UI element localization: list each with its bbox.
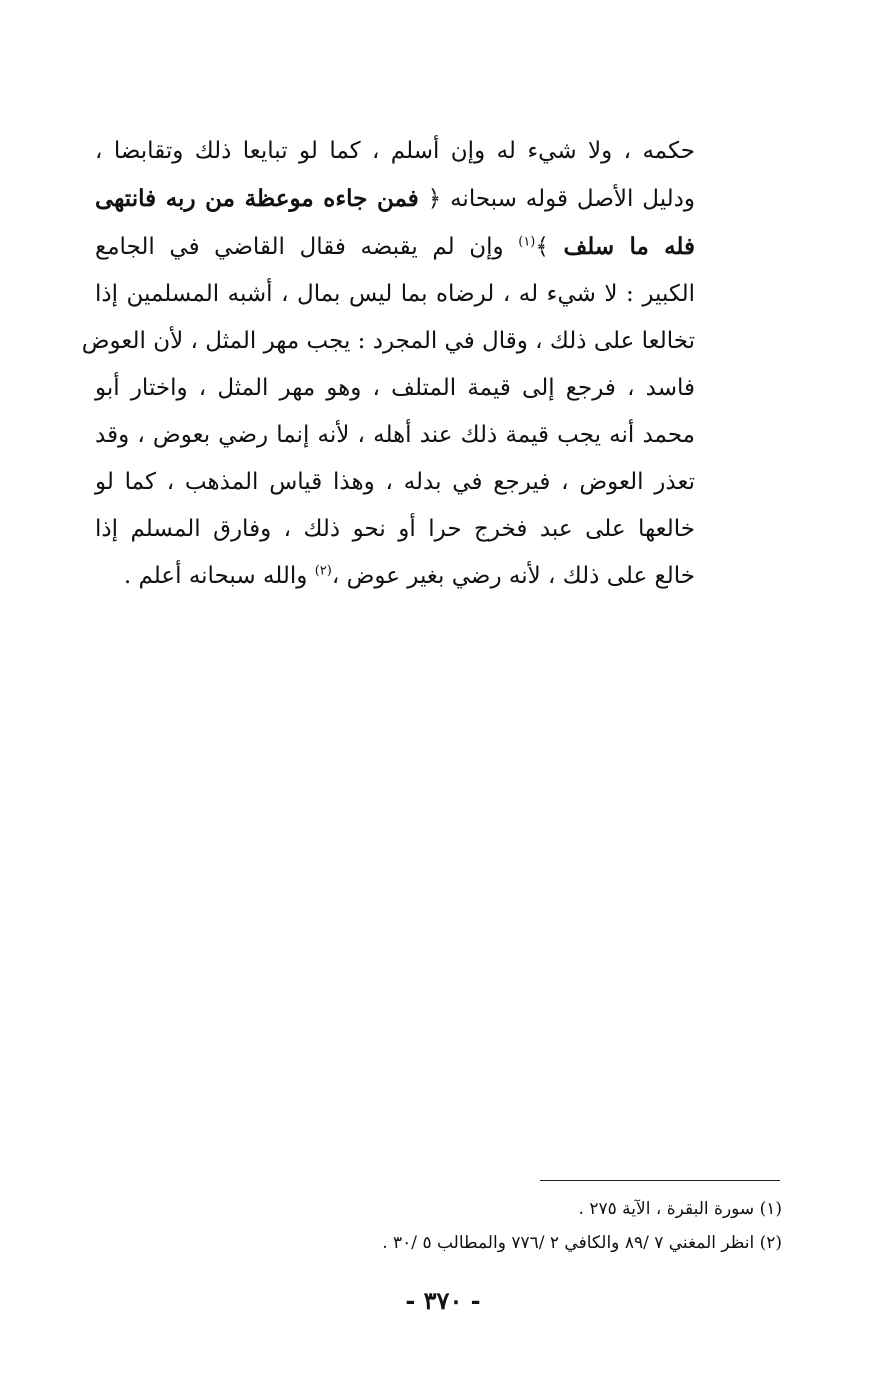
quran-verse: فمن جاءه موعظة من ربه فانتهى bbox=[95, 185, 419, 212]
text-segment: وإن لم يقبضه فقال القاضي في الجامع bbox=[95, 234, 504, 260]
footnote-ref[interactable]: (٢) bbox=[314, 563, 332, 579]
quran-verse: فله ما سلف bbox=[563, 233, 696, 260]
text-line: تعذر العوض ، فيرجع في بدله ، وهذا قياس المذهب ، كما لو bbox=[95, 469, 695, 495]
text-segment: والله سبحانه أعلم . bbox=[123, 563, 308, 589]
quran-bracket-open: ﴿ bbox=[427, 186, 442, 212]
quran-bracket-close: ﴾ bbox=[535, 234, 549, 260]
text-line: تخالعا على ذلك ، وقال في المجرد : يجب مهر المثل ، لأن العوض bbox=[81, 328, 695, 354]
text-line: حكمه ، ولا شيء له وإن أسلم ، كما لو تبايعا ذلك وتقابضا ، bbox=[95, 138, 695, 164]
footnote-ref[interactable]: (١) bbox=[518, 234, 536, 250]
text-segment: ودليل الأصل قوله سبحانه bbox=[450, 186, 695, 212]
text-line bbox=[95, 553, 695, 600]
footnote-separator bbox=[540, 1180, 780, 1181]
text-line: محمد أنه يجب قيمة ذلك عند أهله ، لأنه إنما رضي بعوض ، وقد bbox=[95, 422, 695, 448]
main-text bbox=[81, 128, 696, 600]
text-line: فاسد ، فرجع إلى قيمة المتلف ، وهو مهر المثل ، واختار أبو bbox=[95, 375, 695, 401]
footnotes bbox=[330, 1192, 782, 1260]
text-line: خالعها على عبد فخرج حرا أو نحو ذلك ، وفارق المسلم إذا bbox=[95, 516, 695, 542]
text-segment: خالع على ذلك ، لأنه رضي بغير عوض ، bbox=[331, 563, 695, 589]
text-line bbox=[95, 223, 695, 271]
page-number: - ٣٧٠ - bbox=[405, 1286, 481, 1315]
footnote-1: (١) سورة البقرة ، الآية ٢٧٥ . bbox=[578, 1199, 782, 1219]
text-line: الكبير : لا شيء له ، لرضاه بما ليس بمال ، أشبه المسلمين إذا bbox=[95, 281, 695, 307]
text-line bbox=[95, 175, 695, 223]
footnote-2: (٢) انظر المغني ٧ /٨٩ والكافي ٢ /٧٧٦ والمطالب ٥ /٣٠ . bbox=[382, 1233, 782, 1253]
